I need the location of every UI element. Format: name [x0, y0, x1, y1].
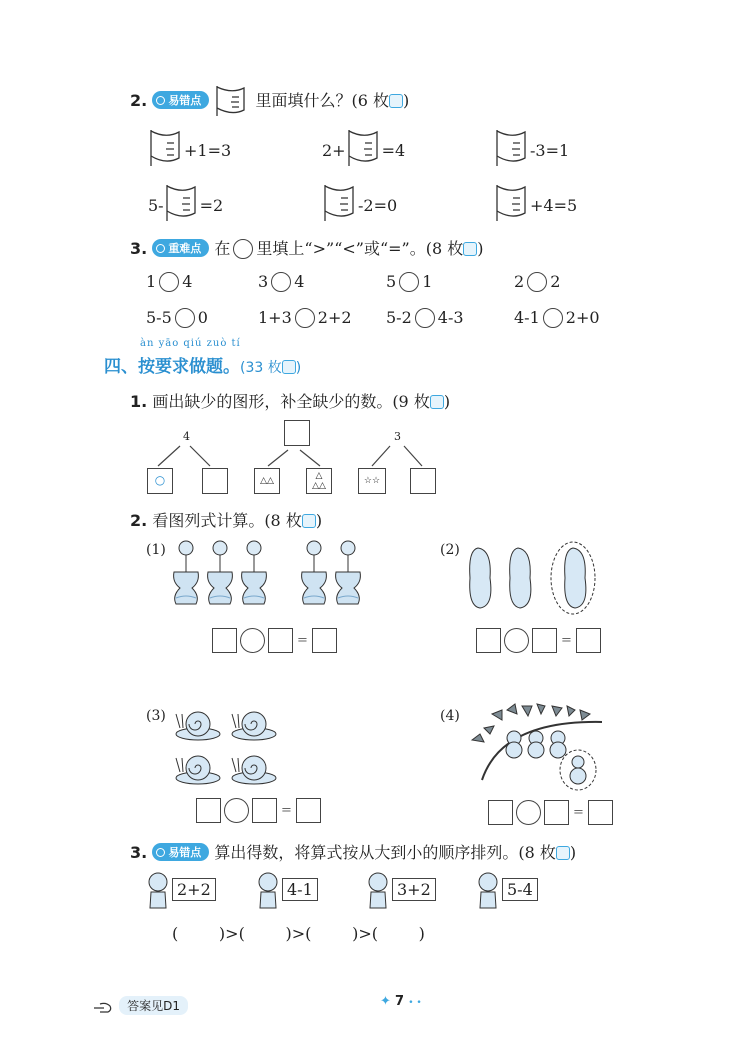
p3-header	[130, 840, 576, 863]
section-pinyin: àn yāo qiú zuò tí	[140, 338, 241, 349]
flag-icon	[494, 183, 530, 223]
compare-circle[interactable]	[527, 272, 547, 292]
vine-illustration	[462, 700, 612, 792]
q2-item-3: -3=1	[494, 128, 569, 168]
flag-icon	[322, 183, 358, 223]
expr-4: 5-4	[502, 878, 538, 901]
girl-icon	[366, 870, 390, 910]
badge-dot-icon	[156, 244, 165, 253]
compare-circle[interactable]	[159, 272, 179, 292]
compare-circle[interactable]	[295, 308, 315, 328]
answer-box[interactable]	[576, 628, 601, 653]
answer-ref: 答案见D1	[92, 995, 188, 1015]
operator-circle[interactable]	[224, 798, 249, 823]
compare-7: 5-2 4-3	[386, 308, 464, 327]
operator-circle[interactable]	[240, 628, 265, 653]
p2-label-2: (2)	[440, 542, 460, 558]
snails-illustration	[172, 706, 282, 788]
p2-number: 2.	[130, 511, 148, 530]
p2-label-1: (1)	[146, 542, 166, 558]
thumb-icon	[389, 94, 403, 108]
answer-row-1: =	[212, 628, 337, 653]
tree2-top-box[interactable]	[284, 420, 310, 446]
hand-icon	[92, 998, 114, 1014]
tree1-top: 4	[183, 430, 190, 443]
answer-box[interactable]	[268, 628, 293, 653]
q2-item-2: 2+ =4	[322, 128, 405, 168]
answer-box[interactable]	[296, 798, 321, 823]
answer-box[interactable]	[588, 800, 613, 825]
page-number: ✦ 7 • •	[380, 994, 422, 1009]
compare-circle[interactable]	[271, 272, 291, 292]
q2-header	[130, 84, 409, 118]
answer-row-3: =	[196, 798, 321, 823]
operator-circle[interactable]	[504, 628, 529, 653]
badge-dot-icon	[156, 848, 165, 857]
flag-icon	[214, 84, 250, 118]
compare-4: 2 2	[514, 272, 561, 291]
answer-box[interactable]	[312, 628, 337, 653]
tree3-top: 3	[394, 430, 401, 443]
answer-box[interactable]	[544, 800, 569, 825]
q2-item-4: 5- =2	[148, 183, 223, 223]
q2-number: 2.	[130, 91, 148, 110]
compare-circle[interactable]	[175, 308, 195, 328]
section-title: 四、按要求做题。	[104, 357, 240, 377]
q3-header	[130, 236, 483, 259]
compare-circle[interactable]	[399, 272, 419, 292]
thumb-icon	[463, 242, 477, 256]
order-line[interactable]: ( )>( )>( )>( )	[172, 924, 425, 943]
compare-5: 5-5 0	[146, 308, 208, 327]
thumb-icon	[302, 514, 316, 528]
expr-2: 4-1	[282, 878, 318, 901]
flag-icon	[346, 128, 382, 168]
flag-icon	[164, 183, 200, 223]
q2-item-5: -2=0	[322, 183, 397, 223]
p2-label-3: (3)	[146, 708, 166, 724]
q3-prompt-b: 里填上“>”“<”或“=”。(8 枚	[256, 239, 464, 258]
answer-row-4: =	[488, 800, 613, 825]
section-close: )	[295, 360, 302, 376]
tree1-right-box[interactable]	[202, 468, 228, 494]
circle-blank-icon	[233, 239, 253, 259]
flag-icon	[148, 128, 184, 168]
dots-icon: • •	[408, 998, 422, 1008]
p2-header	[130, 508, 322, 531]
tree2-left-box: △△	[254, 468, 280, 494]
tree3-right-box[interactable]	[410, 468, 436, 494]
tree3-left-box: ☆☆	[358, 468, 386, 494]
answer-box[interactable]	[212, 628, 237, 653]
compare-2: 3 4	[258, 272, 305, 291]
compare-8: 4-1 2+0	[514, 308, 600, 327]
tree1-left-box: ○	[147, 468, 173, 494]
p2-close: )	[315, 511, 323, 530]
girl-icon	[256, 870, 280, 910]
p1-number: 1.	[130, 392, 148, 411]
section-heading	[104, 352, 301, 377]
thumb-icon	[282, 360, 296, 374]
p1-close: )	[443, 392, 451, 411]
q2-close: )	[403, 91, 410, 110]
q3-badge: 重难点	[152, 239, 209, 257]
answer-box[interactable]	[252, 798, 277, 823]
flag-icon	[494, 128, 530, 168]
q2-item-1: +1=3	[148, 128, 231, 168]
q2-badge: 易错点	[152, 91, 209, 109]
q2-prompt: 里面填什么？(6 枚	[255, 91, 390, 110]
compare-1: 1 4	[146, 272, 193, 291]
q2-item-6: +4=5	[494, 183, 577, 223]
p2-label-4: (4)	[440, 708, 460, 724]
girl-icon	[146, 870, 170, 910]
expr-1: 2+2	[172, 878, 216, 901]
thumb-icon	[430, 395, 444, 409]
p1-header	[130, 389, 450, 412]
expr-3: 3+2	[392, 878, 436, 901]
answer-box[interactable]	[532, 628, 557, 653]
p3-text: 算出得数，将算式按从大到小的顺序排列。(8 枚	[214, 843, 556, 862]
vases-illustration	[168, 538, 378, 610]
compare-3: 5 1	[386, 272, 433, 291]
compare-circle[interactable]	[543, 308, 563, 328]
answer-box[interactable]	[196, 798, 221, 823]
girl-icon	[476, 870, 500, 910]
section-count: (33 枚	[240, 360, 282, 376]
badge-dot-icon	[156, 96, 165, 105]
p3-badge: 易错点	[152, 843, 209, 861]
sparkle-icon: ✦	[380, 994, 391, 1009]
p3-close: )	[569, 843, 577, 862]
q3-prompt-a: 在	[214, 239, 231, 258]
tree2-right-box: △ △△	[306, 468, 332, 494]
compare-circle[interactable]	[415, 308, 435, 328]
answer-box[interactable]	[488, 800, 513, 825]
q3-close: )	[477, 239, 484, 258]
p1-text: 画出缺少的图形，补全缺少的数。(9 枚	[152, 392, 430, 411]
compare-6: 1+3 2+2	[258, 308, 352, 327]
operator-circle[interactable]	[516, 800, 541, 825]
gourds-illustration	[460, 540, 610, 615]
answer-box[interactable]	[476, 628, 501, 653]
p3-number: 3.	[130, 843, 148, 862]
answer-row-2: =	[476, 628, 601, 653]
q3-number: 3.	[130, 239, 148, 258]
thumb-icon	[556, 846, 570, 860]
p2-text: 看图列式计算。(8 枚	[152, 511, 302, 530]
